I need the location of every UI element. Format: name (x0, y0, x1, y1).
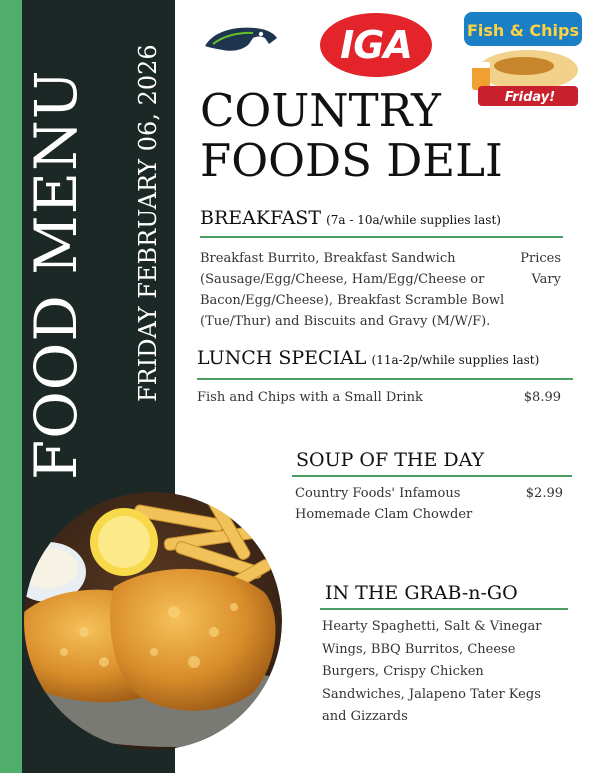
breakfast-item-line: Bacon/Egg/Cheese), Breakfast Scramble Bowl (200, 293, 505, 308)
grab-items (322, 616, 541, 729)
grab-item-line: and Gizzards (322, 709, 408, 724)
fish-and-chips-photo (24, 492, 282, 750)
menu-date: FRIDAY FEBRUARY 06, 2026 (134, 44, 162, 402)
soup-rule (292, 475, 572, 477)
grab-item-line: Sandwiches, Jalapeno Tater Kegs (322, 686, 541, 702)
lunch-hours: (11a-2p/while supplies last) (371, 353, 540, 367)
fish-chips-label: Fish & Chips (466, 21, 580, 40)
breakfast-heading (200, 207, 501, 229)
lunch-heading-text: LUNCH SPECIAL (197, 347, 367, 369)
soup-heading-text: SOUP OF THE DAY (296, 449, 485, 471)
seahawks-logo-icon (203, 24, 279, 58)
iga-logo (320, 13, 432, 77)
soup-items (295, 483, 472, 525)
lunch-item: Fish and Chips with a Small Drink (197, 390, 423, 405)
grab-heading (325, 582, 518, 604)
lunch-rule (197, 378, 573, 380)
breakfast-heading-text: BREAKFAST (200, 207, 321, 229)
breakfast-items (200, 248, 530, 332)
grab-rule (320, 608, 568, 610)
breakfast-price-line1: Prices (520, 251, 561, 266)
deli-title-line1: COUNTRY (200, 84, 441, 137)
grab-item-line: Burgers, Crispy Chicken (322, 664, 484, 679)
breakfast-item-line: (Sausage/Egg/Cheese, Ham/Egg/Cheese or (200, 272, 485, 287)
breakfast-price-line2: Vary (531, 272, 561, 287)
grab-item-line: Wings, BBQ Burritos, Cheese (322, 641, 516, 657)
iga-logo-text: IGA (340, 23, 412, 67)
grab-item-line: Hearty Spaghetti, Salt & Vinegar (322, 619, 542, 634)
lunch-heading (197, 347, 539, 369)
side-title: FOOD MENU (22, 69, 90, 480)
friday-label: Friday! (504, 90, 556, 105)
soup-item-line: Homemade Clam Chowder (295, 507, 473, 522)
breakfast-item-line: (Tue/Thur) and Biscuits and Gravy (M/W/F). (200, 314, 491, 329)
breakfast-price (500, 248, 561, 290)
breakfast-item-line: Breakfast Burrito, Breakfast Sandwich (200, 251, 456, 266)
deli-title (200, 86, 503, 186)
soup-heading (296, 449, 484, 471)
breakfast-hours: (7a - 10a/while supplies last) (326, 213, 501, 227)
breakfast-rule (200, 236, 563, 238)
green-accent-strip (0, 0, 22, 773)
lunch-price: $8.99 (523, 390, 561, 405)
soup-price: $2.99 (525, 486, 563, 501)
grab-heading-text: IN THE GRAB-n-GO (325, 582, 518, 604)
deli-title-line2: FOODS DELI (200, 134, 503, 187)
soup-item-line: Country Foods' Infamous (295, 486, 461, 501)
